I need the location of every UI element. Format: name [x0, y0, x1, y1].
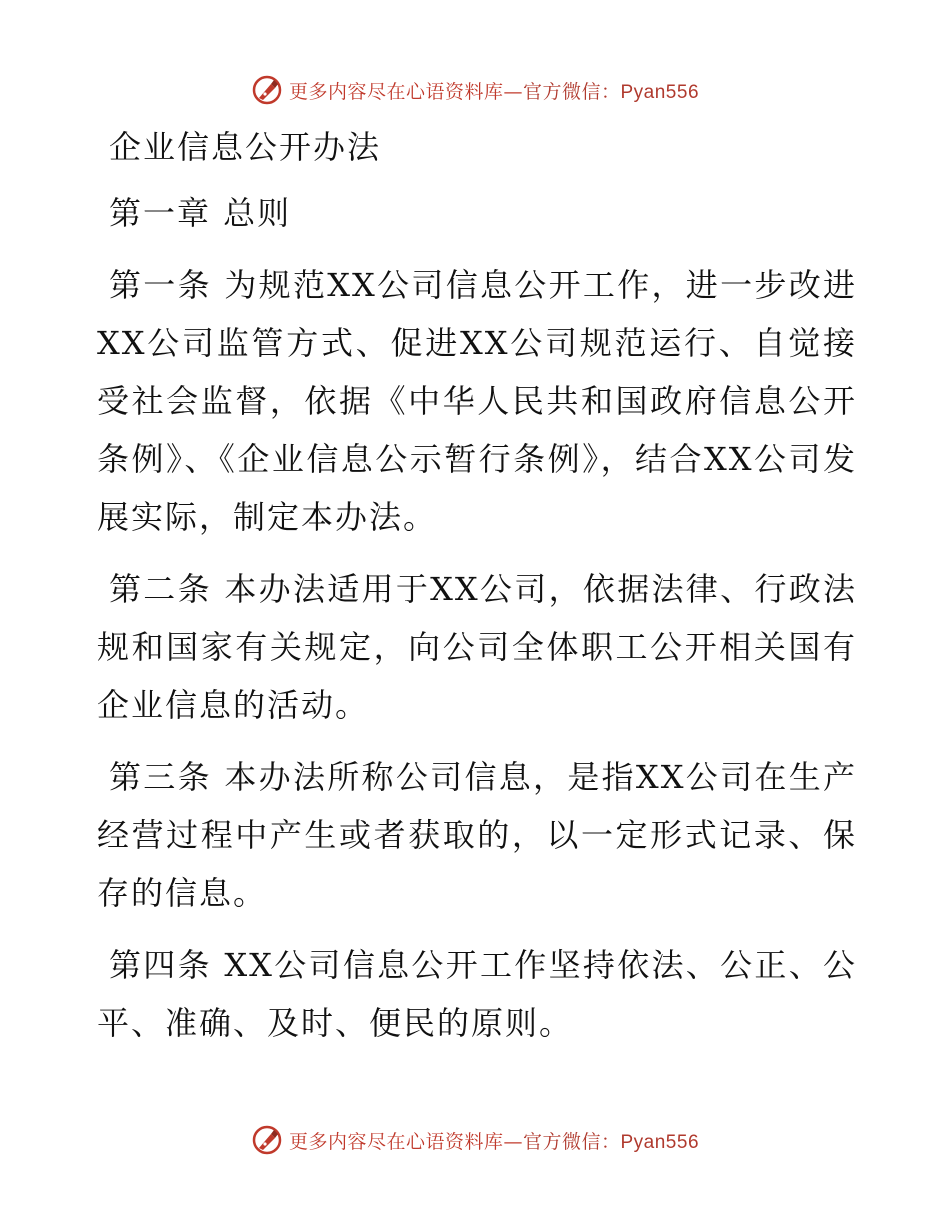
- watermark-text: 更多内容尽在心语资料库—官方微信：Pyan556: [288, 80, 700, 103]
- article-2: 第二条 本办法适用于XX公司，依据法律、行政法规和国家有关规定，向公司全体职工公开相关国有企业信息的活动。: [97, 570, 857, 724]
- document-body: [97, 118, 857, 1052]
- pen-nib-logo-icon: [251, 1124, 283, 1156]
- chapter-heading: 第一章 总则: [109, 194, 292, 232]
- footer-watermark: [0, 1120, 950, 1160]
- pen-nib-logo-icon: [251, 74, 283, 106]
- header-watermark: [0, 70, 950, 110]
- article-1: 第一条 为规范XX公司信息公开工作，进一步改进XX公司监管方式、促进XX公司规范运行、自觉接受社会监督，依据《中华人民共和国政府信息公开条例》、《企业信息公示暂行条例》，结合XX公司发展实际，制定本办法。: [97, 266, 857, 536]
- document-title: 企业信息公开办法: [109, 128, 382, 166]
- article-3: 第三条 本办法所称公司信息，是指XX公司在生产经营过程中产生或者获取的，以一定形式记录、保存的信息。: [97, 758, 857, 912]
- watermark-text: 更多内容尽在心语资料库—官方微信：Pyan556: [288, 1130, 700, 1153]
- article-4: 第四条 XX公司信息公开工作坚持依法、公正、公平、准确、及时、便民的原则。: [97, 946, 857, 1042]
